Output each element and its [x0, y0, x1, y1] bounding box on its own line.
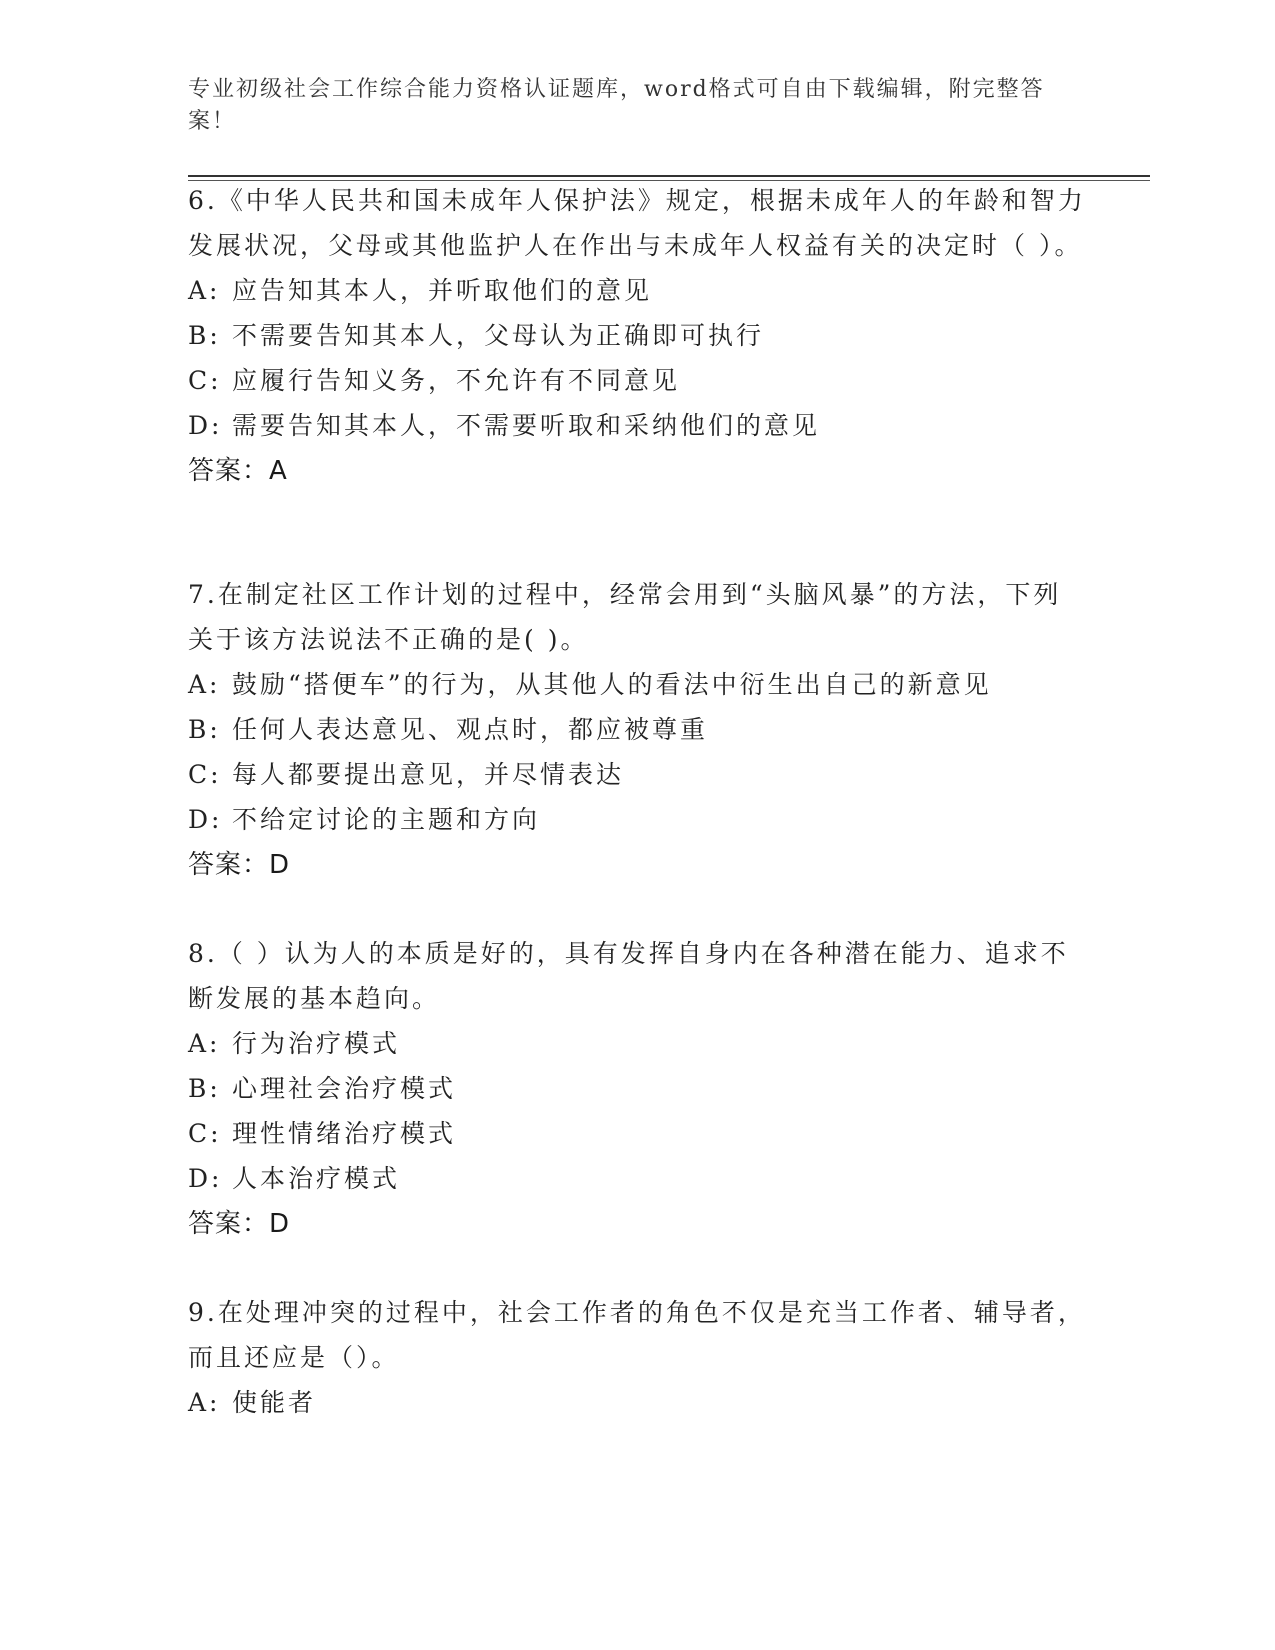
question-stem: 8.（ ）认为人的本质是好的，具有发挥自身内在各种潜在能力、追求不断发展的基本趋向。	[188, 939, 1069, 1013]
option-a	[188, 1021, 1088, 1066]
option-d	[188, 1156, 1088, 1201]
option-key: A:	[188, 670, 221, 699]
option-a	[188, 662, 1088, 707]
option-key: D:	[188, 411, 223, 440]
document-header: 专业初级社会工作综合能力资格认证题库，word格式可自由下载编辑，附完整答案！	[188, 77, 1045, 134]
option-text: 行为治疗模式	[232, 1029, 401, 1058]
option-text: 鼓励“搭便车”的行为，从其他人的看法中衍生出自己的新意见	[232, 670, 992, 699]
option-b	[188, 313, 1088, 358]
option-text: 应告知其本人，并听取他们的意见	[232, 276, 653, 305]
question-9	[188, 1290, 1088, 1425]
option-c	[188, 358, 1088, 403]
option-key: B:	[188, 321, 221, 350]
question-stem: 7.在制定社区工作计划的过程中，经常会用到“头脑风暴”的方法，下列关于该方法说法不正确的是( )。	[188, 580, 1062, 654]
question-stem: 6.《中华人民共和国未成年人保护法》规定，根据未成年人的年龄和智力发展状况，父母或其他监护人在作出与未成年人权益有关的决定时（ ）。	[188, 186, 1086, 260]
option-d	[188, 797, 1088, 842]
question-8	[188, 931, 1088, 1247]
option-text: 心理社会治疗模式	[232, 1074, 457, 1103]
option-a	[188, 268, 1088, 313]
option-text: 任何人表达意见、观点时，都应被尊重	[232, 715, 709, 744]
option-b	[188, 707, 1088, 752]
question-6	[188, 178, 1088, 494]
option-d	[188, 403, 1088, 448]
option-key: D:	[188, 1164, 223, 1193]
option-text: 需要告知其本人，不需要听取和采纳他们的意见	[232, 411, 821, 440]
option-key: D:	[188, 805, 223, 834]
question-7	[188, 572, 1088, 888]
option-key: B:	[188, 715, 221, 744]
option-text: 使能者	[232, 1388, 317, 1417]
question-stem: 9.在处理冲突的过程中，社会工作者的角色不仅是充当工作者、辅导者，而且还应是（）。	[188, 1298, 1086, 1372]
answer-line: 答案：D	[188, 1209, 291, 1239]
option-text: 不给定讨论的主题和方向	[232, 805, 541, 834]
option-key: A:	[188, 276, 221, 305]
answer-line: 答案：D	[188, 850, 291, 880]
option-text: 人本治疗模式	[232, 1164, 401, 1193]
option-key: B:	[188, 1074, 221, 1103]
option-c	[188, 752, 1088, 797]
option-b	[188, 1066, 1088, 1111]
option-key: C:	[188, 760, 222, 789]
option-text: 不需要告知其本人，父母认为正确即可执行	[232, 321, 765, 350]
option-key: A:	[188, 1388, 221, 1417]
header-divider-thick	[188, 175, 1150, 177]
option-text: 理性情绪治疗模式	[232, 1119, 457, 1148]
option-c	[188, 1111, 1088, 1156]
option-text: 应履行告知义务，不允许有不同意见	[232, 366, 681, 395]
option-a	[188, 1380, 1088, 1425]
option-key: C:	[188, 366, 222, 395]
option-text: 每人都要提出意见，并尽情表达	[232, 760, 625, 789]
option-key: A:	[188, 1029, 221, 1058]
option-key: C:	[188, 1119, 222, 1148]
answer-line: 答案：A	[188, 456, 288, 486]
